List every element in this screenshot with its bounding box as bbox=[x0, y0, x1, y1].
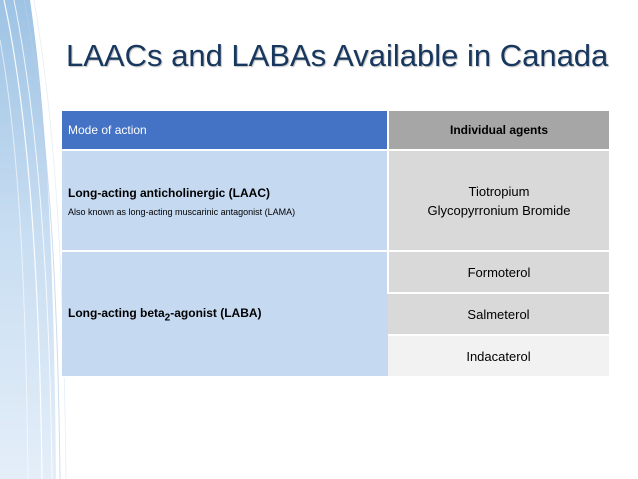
mode-laba-subscript: 2 bbox=[164, 312, 171, 324]
agents-cell-laac bbox=[388, 150, 609, 251]
header-individual-agents: Individual agents bbox=[388, 111, 609, 150]
table-header-row bbox=[62, 111, 609, 150]
table-row-laac bbox=[62, 150, 609, 251]
mode-laac-label: Long-acting anticholinergic (LAAC) bbox=[68, 186, 270, 200]
agent-glycopyrronium-bromide: Glycopyrronium Bromide bbox=[427, 202, 571, 218]
agent-salmeterol: Salmeterol bbox=[388, 293, 609, 335]
mode-laba-prefix: Long-acting beta bbox=[68, 306, 165, 321]
agent-tiotropium: Tiotropium bbox=[468, 183, 530, 199]
mode-laba-label bbox=[68, 306, 262, 324]
agent-formoterol: Formoterol bbox=[388, 251, 609, 293]
mode-laac-note: Also known as long-acting muscarinic antagonist (LAMA) bbox=[68, 207, 296, 217]
mode-cell-laba bbox=[62, 251, 388, 377]
mode-cell-laac bbox=[62, 150, 388, 251]
table-row-laba bbox=[62, 251, 609, 293]
slide-title: LAACs and LABAs Available in Canada bbox=[66, 38, 609, 73]
left-swoosh-shape bbox=[0, 0, 56, 479]
header-mode-of-action: Mode of action bbox=[62, 111, 388, 150]
agents-table bbox=[62, 111, 609, 378]
agent-indacaterol: Indacaterol bbox=[388, 335, 609, 377]
mode-laba-suffix: -agonist (LABA) bbox=[170, 306, 262, 321]
